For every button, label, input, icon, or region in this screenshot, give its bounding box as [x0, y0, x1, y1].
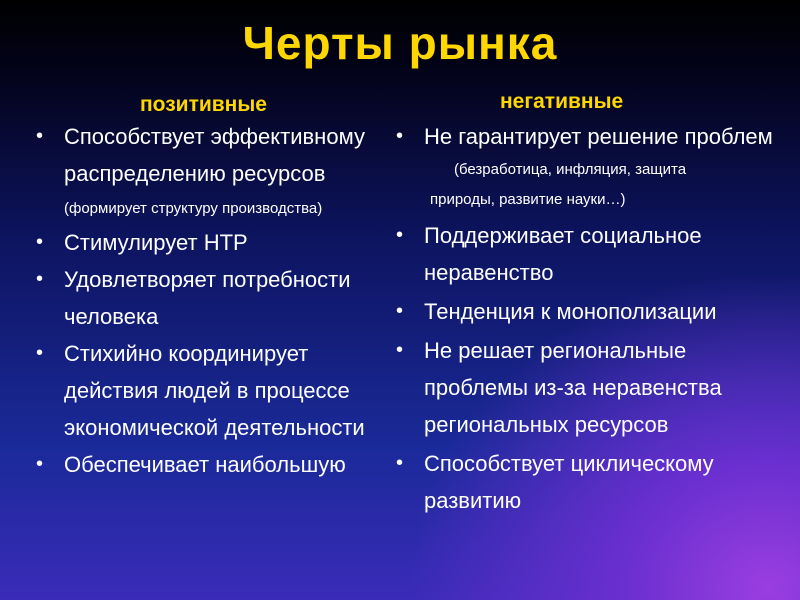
list-item: [396, 332, 796, 443]
item-text: Тенденция к монополизации: [424, 299, 717, 324]
list-item: [36, 335, 386, 446]
item-text: Способствует эффективному распределению ресурсов: [64, 124, 365, 186]
list-item: [396, 217, 796, 291]
list-item: [396, 445, 796, 519]
item-note: (безработица, инфляция, защита: [454, 161, 687, 178]
bullet-icon: •: [396, 339, 404, 361]
bullet-icon: •: [36, 231, 44, 253]
slide-title: Черты рынка: [242, 17, 558, 69]
bullet-icon: •: [396, 452, 404, 474]
bullet-icon: •: [36, 342, 44, 364]
bullet-icon: •: [36, 125, 44, 147]
item-text: Поддерживает социальное неравенство: [424, 223, 702, 285]
item-note: природы, развитие науки…): [430, 191, 626, 208]
item-text: Способствует циклическому развитию: [424, 451, 714, 513]
bullet-icon: •: [36, 453, 44, 475]
list-item: [36, 261, 386, 335]
list-item: [396, 118, 796, 215]
bullet-icon: •: [396, 300, 404, 322]
item-note: (формирует структуру производства): [64, 200, 323, 217]
item-text: Стимулирует НТР: [64, 230, 248, 255]
negative-list: [396, 118, 796, 519]
item-text: Не гарантирует решение проблем: [424, 124, 773, 149]
bullet-icon: •: [396, 224, 404, 246]
list-item: [36, 224, 386, 261]
item-text: Удовлетворяет потребности человека: [64, 267, 351, 329]
bullet-icon: •: [396, 125, 404, 147]
item-text: Не решает региональные проблемы из-за неравенства региональных ресурсов: [424, 338, 722, 437]
list-item: [36, 118, 386, 224]
negative-heading: негативные: [500, 90, 624, 113]
item-text: Обеспечивает наибольшую: [64, 452, 346, 477]
negative-column: [396, 118, 796, 519]
positive-list: [36, 118, 386, 483]
list-item: [396, 293, 796, 330]
item-text: Стихийно координирует действия людей в процессе экономической деятельности: [64, 341, 365, 440]
list-item: [36, 446, 386, 483]
bullet-icon: •: [36, 268, 44, 290]
positive-heading: позитивные: [140, 93, 267, 116]
positive-column: [36, 118, 386, 483]
